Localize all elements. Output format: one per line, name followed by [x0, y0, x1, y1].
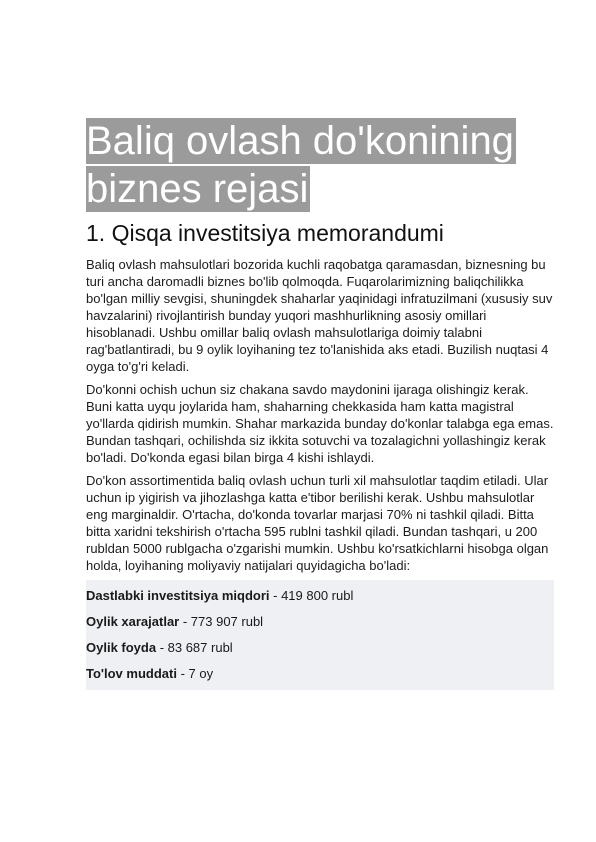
metric-row [86, 636, 554, 662]
paragraph: Do'kon assortimentida baliq ovlash uchun turli xil mahsulotlar taqdim etiladi. Ular uchun ip yigirish va jihozlashga katta e'tibor berilishi kerak. Ushbu mahsulotlar eng marginaldir. O'rtacha, do'konda tovarlar marjasi 70% ni tashkil qiladi. Bitta bitta xaridni tekshirish o'rtacha 595 rublni tashkil qiladi. Bundan tashqari, u 200 rubldan 5000 rublgacha o'zgarishi mumkin. Ushbu ko'rsatkichlarni hisobga olgan holda, loyihaning moliyaviy natijalari quyidagicha bo'ladi: [86, 473, 549, 573]
metric-row [86, 610, 554, 636]
metric-row [86, 662, 554, 688]
title-line: Baliq ovlash do'konining [86, 119, 514, 163]
document-page [86, 118, 554, 690]
document-title [86, 118, 554, 214]
metric-row [86, 584, 554, 610]
metric-value: - 419 800 rubl [269, 588, 354, 603]
metric-label: Oylik xarajatlar [86, 614, 180, 629]
metric-value: - 83 687 rubl [156, 640, 233, 655]
title-line: biznes rejasi [86, 167, 309, 211]
section-heading: 1. Qisqa investitsiya memorandumi [86, 220, 444, 246]
metric-label: Dastlabki investitsiya miqdori [86, 588, 270, 603]
paragraph: Baliq ovlash mahsulotlari bozorida kuchli raqobatga qaramasdan, biznesning bu turi ancha daromadli biznes bo'lib qolmoqda. Fuqarolarimizning baliqchilikka bo'lgan milliy sevgisi, shuningdek shaharlar yaqinidagi infratuzilmani (xususiy suv havzalarini) rivojlantirish bunday yuqori mashhurlikning asosiy omillari hisoblanadi. Ushbu omillar baliq ovlash mahsulotlariga doimiy talabni rag'batlantiradi, bu 9 oylik loyihaning tez to'lanishida aks etadi. Buzilish nuqtasi 4 oyga to'g'ri keladi. [86, 257, 553, 374]
metric-label: To'lov muddati [86, 666, 177, 681]
metric-value: - 773 907 rubl [179, 614, 264, 629]
metric-value: - 7 oy [176, 666, 214, 681]
paragraph: Do'konni ochish uchun siz chakana savdo maydonini ijaraga olishingiz kerak. Buni katta uyqu joylarida ham, shaharning chekkasida ham katta magistral yo'llarda qidirish mumkin. Shahar markazida bunday do'konlar talabga ega emas. Bundan tashqari, ochilishda siz ikkita sotuvchi va tozalagichni yollashingiz kerak bo'ladi. Do'konda egasi bilan birga 4 kishi ishlaydi. [86, 382, 554, 465]
metric-label: Oylik foyda [86, 640, 157, 655]
financial-summary [86, 580, 554, 690]
